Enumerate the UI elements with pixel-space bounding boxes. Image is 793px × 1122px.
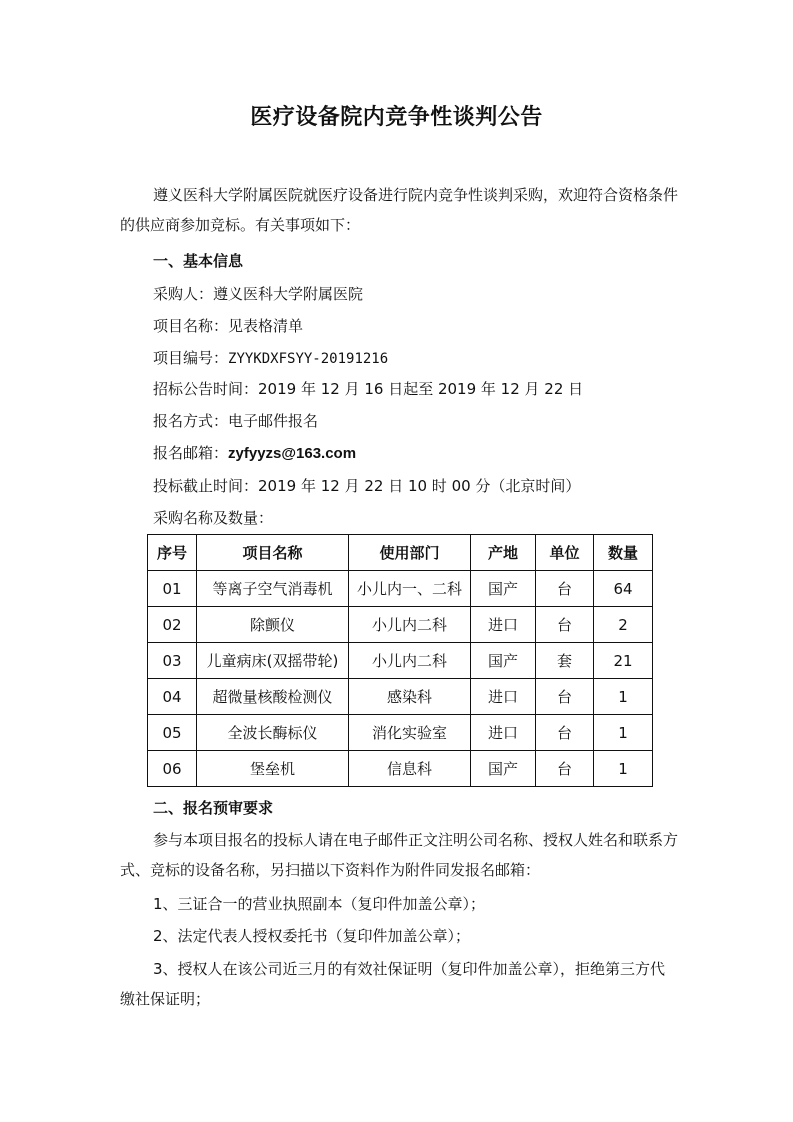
cell-origin: 进口: [471, 679, 536, 715]
announce-time-line: 招标公告时间：2019 年 12 月 16 日起至 2019 年 12 月 22 日: [153, 380, 584, 398]
cell-dept: 感染科: [349, 679, 471, 715]
table-row: [148, 715, 653, 751]
section-heading-basic-info: 一、基本信息: [153, 252, 244, 270]
cell-dept: 小儿内二科: [349, 643, 471, 679]
col-header-origin: 产地: [471, 535, 536, 571]
col-header-qty: 数量: [594, 535, 653, 571]
table-header-row: [148, 535, 653, 571]
email-line: [153, 442, 356, 465]
prereview-paragraph: 参与本项目报名的投标人请在电子邮件正文注明公司名称、授权人姓名和联系方式、竞标的设备名称，另扫描以下资料作为附件同发报名邮箱：: [120, 831, 679, 879]
project-name-line: 项目名称：见表格清单: [153, 317, 304, 335]
section-heading-prereview: 二、报名预审要求: [153, 799, 274, 817]
document-title: 医疗设备院内竞争性谈判公告: [250, 105, 543, 130]
deadline-line: 投标截止时间：2019 年 12 月 22 日 10 时 00 分（北京时间）: [153, 477, 581, 495]
procurement-table: [147, 534, 653, 787]
cell-origin: 国产: [471, 643, 536, 679]
table-row: [148, 607, 653, 643]
project-code-value: ZYYKDXFSYY-20191216: [228, 351, 389, 367]
table-row: [148, 751, 653, 787]
requirement-item-2: 2、法定代表人授权委托书（复印件加盖公章）；: [153, 927, 471, 945]
cell-qty: 64: [594, 571, 653, 607]
cell-unit: 套: [536, 643, 594, 679]
table-row: [148, 679, 653, 715]
cell-dept: 小儿内一、二科: [349, 571, 471, 607]
project-code-label: 项目编号：: [153, 349, 229, 367]
cell-item: 堡垒机: [197, 751, 349, 787]
email-label: 报名邮箱：: [153, 444, 229, 462]
cell-item: 除颤仪: [197, 607, 349, 643]
cell-item: 等离子空气消毒机: [197, 571, 349, 607]
purchaser-line: 采购人：遵义医科大学附属医院: [153, 285, 364, 303]
signup-method-line: 报名方式：电子邮件报名: [153, 412, 319, 430]
cell-index: 04: [148, 679, 197, 715]
cell-index: 05: [148, 715, 197, 751]
project-code-line: [153, 347, 388, 370]
item-list-label: 采购名称及数量：: [153, 509, 274, 527]
requirement-item-1: 1、三证合一的营业执照副本（复印件加盖公章）；: [153, 895, 486, 913]
cell-origin: 进口: [471, 715, 536, 751]
col-header-item: 项目名称: [197, 535, 349, 571]
table-row: [148, 643, 653, 679]
cell-item: 儿童病床(双摇带轮): [197, 643, 349, 679]
cell-unit: 台: [536, 751, 594, 787]
cell-item: 全波长酶标仪: [197, 715, 349, 751]
cell-qty: 2: [594, 607, 653, 643]
col-header-dept: 使用部门: [349, 535, 471, 571]
col-header-unit: 单位: [536, 535, 594, 571]
cell-qty: 1: [594, 751, 653, 787]
cell-qty: 21: [594, 643, 653, 679]
col-header-index: 序号: [148, 535, 197, 571]
cell-qty: 1: [594, 715, 653, 751]
cell-origin: 国产: [471, 571, 536, 607]
cell-qty: 1: [594, 679, 653, 715]
email-address: zyfyyzs@163.com: [228, 445, 357, 462]
cell-dept: 信息科: [349, 751, 471, 787]
cell-unit: 台: [536, 571, 594, 607]
intro-paragraph: 遵义医科大学附属医院就医疗设备进行院内竞争性谈判采购，欢迎符合资格条件的供应商参加竞标。有关事项如下：: [120, 186, 679, 234]
cell-dept: 小儿内二科: [349, 607, 471, 643]
cell-unit: 台: [536, 607, 594, 643]
cell-unit: 台: [536, 715, 594, 751]
cell-index: 06: [148, 751, 197, 787]
cell-origin: 进口: [471, 607, 536, 643]
cell-index: 03: [148, 643, 197, 679]
cell-origin: 国产: [471, 751, 536, 787]
cell-dept: 消化实验室: [349, 715, 471, 751]
cell-index: 02: [148, 607, 197, 643]
cell-unit: 台: [536, 679, 594, 715]
table-row: [148, 571, 653, 607]
cell-index: 01: [148, 571, 197, 607]
cell-item: 超微量核酸检测仪: [197, 679, 349, 715]
requirement-item-3: 3、授权人在该公司近三月的有效社保证明（复印件加盖公章），拒绝第三方代缴社保证明；: [120, 960, 666, 1008]
